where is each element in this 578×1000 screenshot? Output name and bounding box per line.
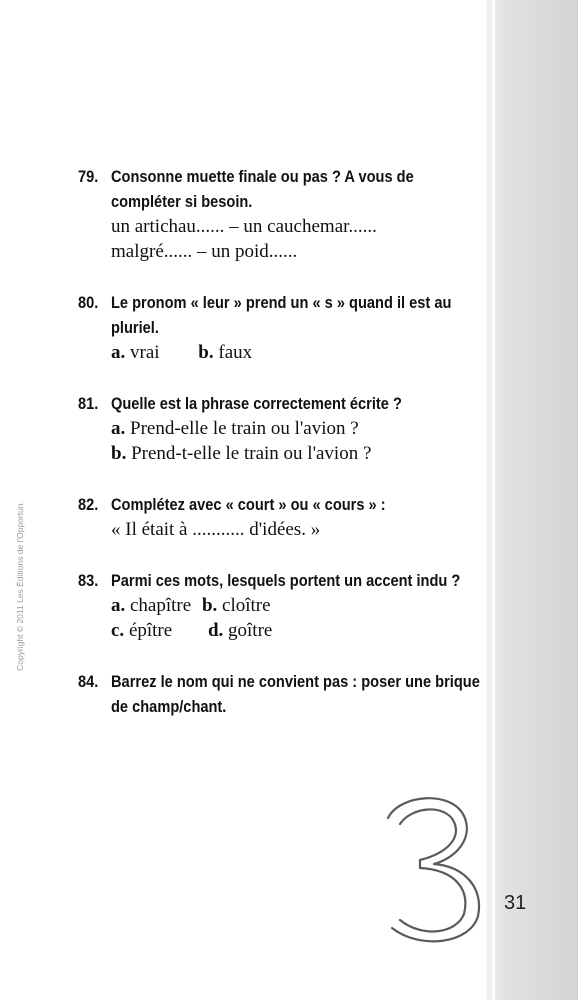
option-a — [111, 416, 488, 441]
option-text: Prend-t-elle le train ou l'avion ? — [131, 443, 372, 464]
option-text: cloître — [222, 595, 271, 616]
question-79 — [78, 164, 488, 264]
option-text: vrai — [130, 342, 160, 363]
option-letter: c. — [111, 620, 125, 641]
option-a — [111, 593, 191, 618]
question-number: 81. — [78, 394, 99, 413]
option-text: goître — [228, 620, 273, 641]
option-b — [198, 340, 252, 365]
question-line: malgré...... – un poid...... — [111, 241, 298, 262]
question-number: 84. — [78, 672, 99, 691]
question-list — [78, 164, 488, 745]
option-text: Prend-elle le train ou l'avion ? — [130, 418, 359, 439]
options-line — [111, 593, 488, 618]
option-letter: a. — [111, 595, 126, 616]
options-line — [111, 618, 488, 643]
option-a — [111, 340, 160, 365]
section-number-outline — [388, 798, 479, 941]
option-text: faux — [218, 342, 253, 363]
question-title: Le pronom « leur » prend un « s » quand il est au pluriel. — [111, 293, 452, 337]
question-number: 83. — [78, 571, 99, 590]
option-d — [208, 618, 272, 643]
option-letter: b. — [201, 595, 218, 616]
question-number: 79. — [78, 167, 99, 186]
options-line — [111, 340, 488, 365]
question-title: Quelle est la phrase correctement écrite ? — [111, 394, 402, 413]
option-letter: a. — [111, 342, 126, 363]
question-title: Complétez avec « court » ou « cours » : — [111, 495, 386, 514]
question-title: Barrez le nom qui ne convient pas : poser une brique de champ/chant. — [111, 672, 480, 716]
question-81 — [78, 391, 488, 466]
page-number: 31 — [504, 892, 527, 914]
question-line: « Il était à ........... d'idées. » — [111, 519, 321, 540]
question-line: un artichau...... – un cauchemar...... — [111, 216, 377, 237]
question-84 — [78, 669, 488, 719]
option-b — [202, 593, 271, 618]
option-text: épître — [128, 620, 173, 641]
option-letter: d. — [207, 620, 224, 641]
question-title: Consonne muette finale ou pas ? A vous de compléter si besoin. — [111, 167, 414, 211]
question-80 — [78, 290, 488, 365]
question-83 — [78, 568, 488, 643]
option-c — [111, 618, 172, 643]
option-letter: b. — [198, 342, 214, 363]
question-82 — [78, 492, 488, 542]
section-number-graphic — [360, 788, 510, 948]
option-letter: b. — [111, 443, 127, 464]
question-title: Parmi ces mots, lesquels portent un accent indu ? — [111, 571, 461, 590]
option-text: chapître — [130, 595, 192, 616]
option-letter: a. — [111, 418, 126, 439]
question-number: 80. — [78, 293, 99, 312]
option-b — [111, 441, 488, 466]
question-number: 82. — [78, 495, 99, 514]
copyright-notice: Copyright © 2011 Les Éditions de l'Opportun. — [15, 501, 25, 671]
